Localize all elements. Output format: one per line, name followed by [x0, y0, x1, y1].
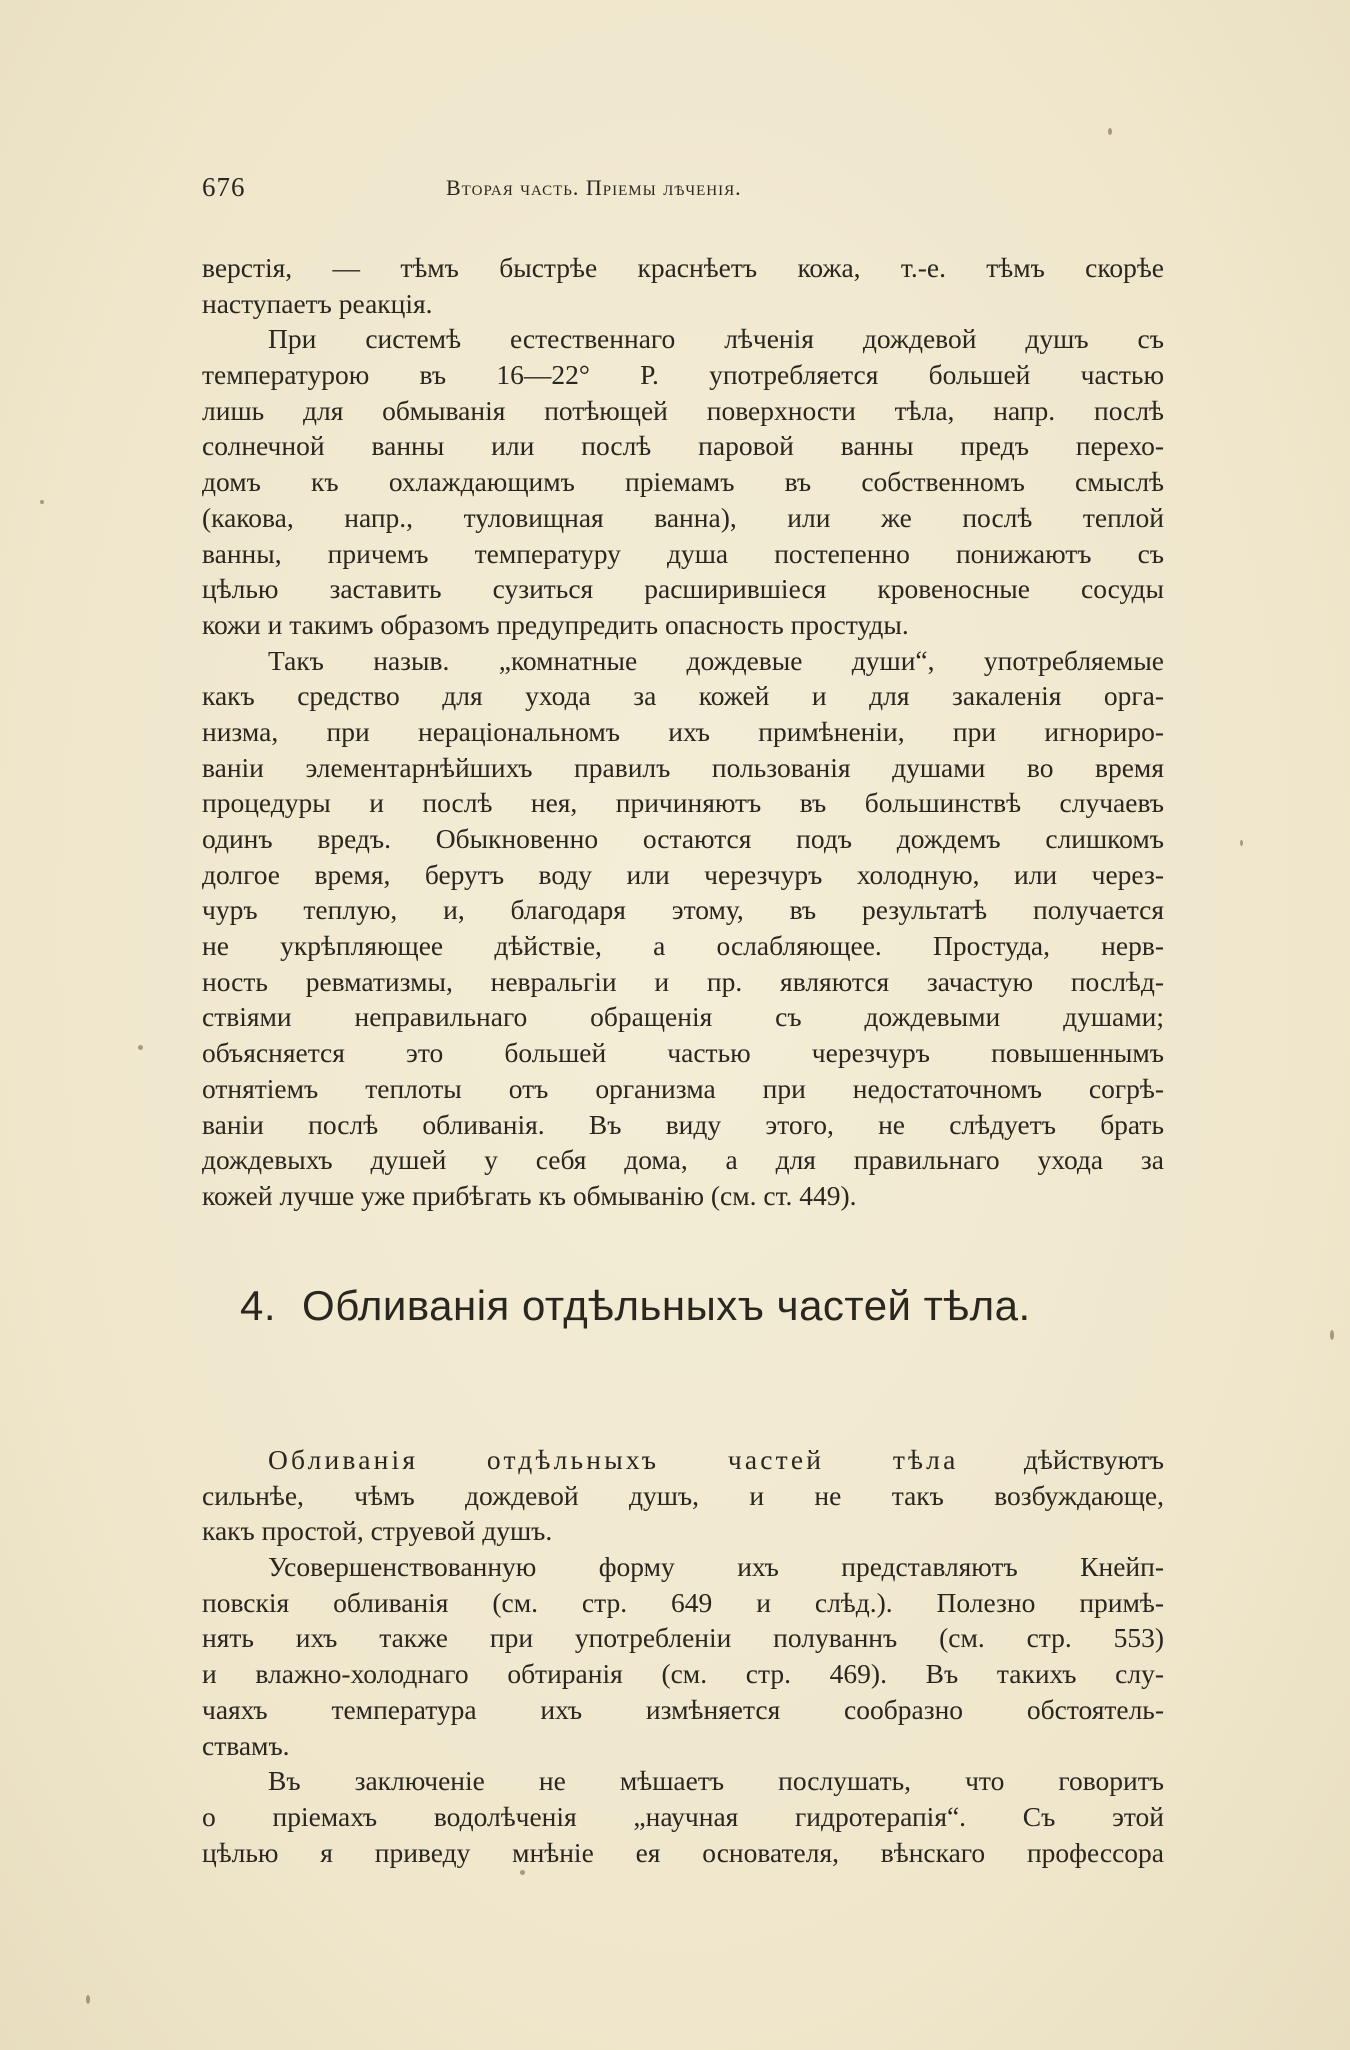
- text-line: одинъ вредъ. Обыкновенно остаются подъ дождемъ слишкомъ: [202, 823, 1164, 854]
- text-line: домъ къ охлаждающимъ пріемамъ въ собственномъ смыслѣ: [202, 466, 1164, 498]
- text-line: какъ средство для ухода за кожей и для закаленія орга-: [202, 680, 1164, 712]
- text-line: чуръ теплую, и, благодаря этому, въ результатѣ получается: [202, 894, 1164, 926]
- text-line: солнечной ванны или послѣ паровой ванны предъ перехо-: [202, 430, 1164, 462]
- paper-speck: [1108, 128, 1112, 135]
- text-line: дождевыхъ душей у себя дома, а для правильнаго ухода за: [202, 1144, 1164, 1176]
- text-line: Усовершенствованную форму ихъ представляютъ Кнейп-: [268, 1551, 1164, 1583]
- text-line: и влажно-холоднаго обтиранія (см. стр. 469). Въ такихъ слу-: [202, 1658, 1164, 1690]
- running-title: Вторая часть. Пріемы лѣченія.: [446, 175, 742, 200]
- text-line: Такъ назыв. „комнатные дождевые души“, употребляемые: [268, 644, 1164, 676]
- text-line: низма, при нераціональномъ ихъ примѣненіи, при игнориро-: [202, 715, 1164, 747]
- text-line: не укрѣпляющее дѣйствіе, а ослабляющее. Простуда, нерв-: [202, 930, 1164, 962]
- text-line: о пріемахъ водолѣченія „научная гидротерапія“. Съ этой: [202, 1800, 1164, 1832]
- paper-speck: [1330, 1330, 1334, 1340]
- text-line: цѣлью заставить сузиться расширившіеся кровеносные сосуды: [202, 573, 1164, 605]
- running-head: [202, 172, 1162, 206]
- text-line: верстія, — тѣмъ быстрѣе краснѣетъ кожа, т.-е. тѣмъ скорѣе: [202, 252, 1164, 283]
- text-line: кожи и такимъ образомъ предупредить опасность простуды.: [202, 608, 909, 640]
- paper-speck: [138, 1045, 143, 1050]
- text-line: ваніи элементарнѣйшихъ правилъ пользованія душами во время: [202, 751, 1164, 783]
- text-line: сильнѣе, чѣмъ дождевой душъ, и не такъ возбуждающе,: [202, 1479, 1164, 1511]
- section-heading: [240, 1282, 1140, 1330]
- text-line: наступаетъ реакція.: [202, 287, 433, 319]
- text-line: При системѣ естественнаго лѣченія дождевой душъ съ: [268, 323, 1164, 355]
- text-line: (какова, напр., туловищная ванна), или же послѣ теплой: [202, 501, 1164, 533]
- text-line: [202, 1442, 1164, 1478]
- text-line: кожей лучше уже прибѣгать къ обмыванію (см. ст. 449).: [202, 1179, 857, 1211]
- paper-speck: [86, 1995, 90, 2004]
- text-line: нять ихъ также при употребленіи полуваннъ (см. стр. 553): [202, 1622, 1164, 1654]
- lead-rest: дѣйствуютъ: [958, 1444, 1165, 1475]
- text-line: ность ревматизмы, невральгіи и пр. являются зачастую послѣд-: [202, 965, 1164, 997]
- text-line: какъ простой, струевой душъ.: [202, 1515, 553, 1547]
- text-line: ваніи послѣ обливанія. Въ виду этого, не слѣдуетъ брать: [202, 1108, 1164, 1140]
- paper-speck: [1240, 840, 1243, 846]
- text-line: ствіями неправильнаго обращенія съ дождевыми душами;: [202, 1001, 1164, 1033]
- paper-speck: [520, 1870, 525, 1875]
- text-line: чаяхъ температура ихъ измѣняется сообразно обстоятель-: [202, 1693, 1164, 1725]
- text-line: Въ заключеніе не мѣшаетъ послушать, что говоритъ: [268, 1765, 1164, 1797]
- text-line: объясняется это большей частью черезчуръ повышеннымъ: [202, 1037, 1164, 1069]
- text-line: лишь для обмыванія потѣющей поверхности тѣла, напр. послѣ: [202, 394, 1164, 426]
- text-line: ванны, причемъ температуру душа постепенно понижаютъ съ: [202, 537, 1164, 569]
- body-text-block-2: [202, 1442, 1164, 1870]
- text-line: повскія обливанія (см. стр. 649 и слѣд.). Полезно примѣ-: [202, 1586, 1164, 1618]
- page-number: 676: [202, 172, 246, 202]
- text-line: ствамъ.: [202, 1729, 290, 1761]
- spaced-emphasis: Обливанія отдѣльныхъ частей тѣла: [268, 1444, 959, 1475]
- section-title: Обливанія отдѣльныхъ частей тѣла.: [302, 1282, 1031, 1329]
- body-text-block-1: [202, 250, 1164, 1214]
- text-line: температурою въ 16—22° Р. употребляется большей частью: [202, 359, 1164, 391]
- text-line: долгое время, берутъ воду или черезчуръ холодную, или через-: [202, 858, 1164, 890]
- section-number: 4.: [240, 1282, 277, 1329]
- text-line: отнятіемъ теплоты отъ организма при недостаточномъ согрѣ-: [202, 1072, 1164, 1104]
- text-line: цѣлью я приведу мнѣніе ея основателя, вѣнскаго профессора: [202, 1836, 1164, 1868]
- paper-speck: [40, 500, 44, 504]
- text-line: процедуры и послѣ нея, причиняютъ въ большинствѣ случаевъ: [202, 787, 1164, 819]
